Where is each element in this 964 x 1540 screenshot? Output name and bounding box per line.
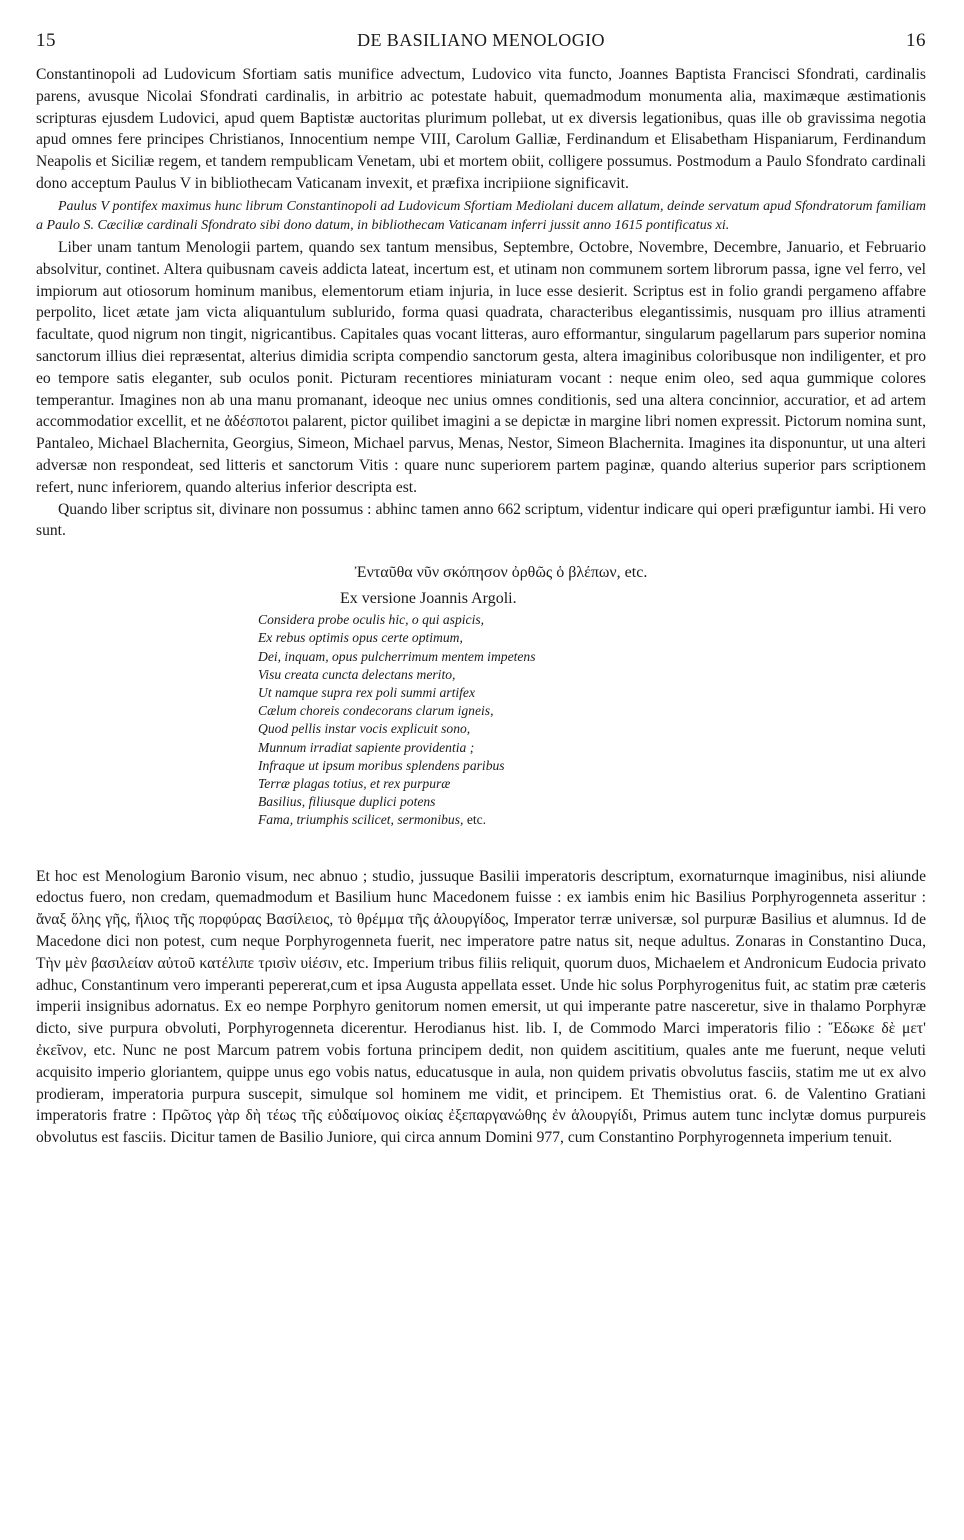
- running-title: DE BASILIANO MENOLOGIO: [357, 30, 605, 50]
- verse-line: Terræ plagas totius, et rex purpuræ: [258, 775, 451, 791]
- verse-line: Quod pellis instar vocis explicuit sono,: [258, 721, 471, 737]
- verse-etc: etc.: [463, 812, 487, 828]
- latin-verse-translation: [36, 611, 926, 829]
- verse-line: Ut namque supra rex poli summi artifex: [258, 684, 475, 700]
- paragraph-provenance: Constantinopoli ad Ludovicum Sfortiam satis munifice advectum, Ludovico vita functo, Joannes Baptista Francisci Sfondrati, cardinalis parens, avusque Nicolai Sfondrati cardinalis, in arbitrio ac potestate habuit, quemadmodum monumenta alia, maximæque æstimationis scripturas ejusdem Ludovici, apud quem Baptistæ auctoritas plurimum pollebat, ut ex diversis legationibus, quas ille ob gravissima negotia apud omnes fere principes Christianos, Innocentium nempe VIII, Carolum Galliæ, Ferdinandum et Elisabetham Hispaniarum, Ferdinandum Neapolis et Siciliæ regem, et tandem rempublicam Venetam, ubi et mortem obiit, colligere possumus. Postmodum a Paulo Sfondrato cardinali dono acceptum Paulus V in bibliothecam Vaticanam invexit, et præfixa incripiione significavit.: [36, 66, 926, 192]
- paragraph-description: Liber unam tantum Menologii partem, quando sex tantum mensibus, Septembre, Octobre, Novembre, Decembre, Januario, et Februario absolvitur, continet. Altera quibusnam caveis addicta lateat, incertum est, et utinam non communem sortem librorum passa, igne vel ferro, vel impiorum aut otiosorum hominum manibus, elementorum etiam injuria, in luce esse desierit. Scriptus est in folio grandi pergameno affabre perpolito, licet ætate jam victa aliquantulum sublurido, forma quasi quadrata, characteribus elegantissimis, nusquam pro illius atramenti facultate, quod nigrum non tingit, nigricantibus. Capitales quas vocant litteras, auro efformantur, singularum pagellarum pars superior nomina sanctorum illius diei repræsentat, alterius dimidia scripta compendio sanctorum gesta, altera imaginibus coloribusque non indiligenter, et pro eo tempore satis eleganter, sub oculos ponit. Picturam recentiores miniaturam vocant : neque enim oleo, sed aqua gummique colores temperantur. Imagines non ab una manu promanant, ideoque nec unius omnes conditionis, sed una altera concinnior, accuratior, et ad artem accommodatior excellit, et ne ἀδέσποτοι palarent, pictor quilibet imagini a se depictæ in margine libri nomen expressit. Pictorum nomina sunt, Pantaleo, Michael Blachernita, Georgius, Simeon, Michael parvus, Menas, Nestor, Simeon Blachernita. Imagines ita disponuntur, ut una alteri adversæ non respondeat, sed litteris et sanctorum Vitis : quare nunc superiorem partem paginæ, quando alterius superior pars scriptionem refert, nunc inferiorem, quando alterius inferior descripta est.: [36, 238, 926, 496]
- verse-line: Ex rebus optimis opus certe optimum,: [258, 630, 463, 646]
- verse-line: Dei, inquam, opus pulcherrimum mentem impetens: [258, 648, 536, 664]
- verse-line: Visu creata cuncta delectans merito,: [258, 666, 456, 682]
- page-number-left: 15: [36, 30, 56, 51]
- verse-line: Infraque ut ipsum moribus splendens paribus: [258, 757, 505, 773]
- verse-line: Considera probe oculis hic, o qui aspicis,: [258, 612, 485, 628]
- paragraph-argument: Et hoc est Menologium Baronio visum, nec abnuo ; studio, jussuque Basilii imperatoris descriptum, exornaturnque imaginibus, nisi aliunde edoctus fuero, non credam, quemadmodum et Basilium hunc Macedonem fuisse : ex iambis enim hic Basilius Porphyrogenneta asseritur : ἄναξ ὅλης γῆς, ἥλιος τῆς πορφύρας Βασίλειος, τὸ θρέμμα τῆς ἁλουργίδος, Imperator terræ universæ, sol purpuræ Basilius et alumnus. Id de Macedone dici non potest, cum neque Porphyrogenneta fuerit, nec imperatore patre natus sit, neque adultus. Zonaras in Constantino Duca, Τὴν μὲν βασιλείαν αὐτοῦ κατέλιπε τρισὶν υἱέσιν, etc. Imperium tribus filiis reliquit, quorum duos, Michaelem et Andronicum Eudocia privato adhuc, Constantinum vero imperanti pepererat,cum et ipsa Augusta appellata esset. Unde hic solus Porphyrogenitus fuit, ac statim præ cæteris imperii insignibus adornatus. Ex eo nempe Porphyro genitorum nomen emersit, ut qui imperante patre nasceretur, sive in thalamo Porphyræ dicto, sive purpura obvoluti, Porphyrogenneta dicerentur. Herodianus hist. lib. I, de Commodo Marci imperatoris filio : Ἔδωκε δὲ μετ' ἐκεῖνον, etc. Nunc ne post Marcum patrem vobis fortuna principem dedit, non quidem ascititium, quales ante me fuerunt, neque veluti acquisito imperio gloriantem, quippe unus ego vobis natus, educatusque in aula, non quidem privatis obvolutus fasciis, statim me ut ex alvo prodieram, imperatoria purpura suscepit, simulque sol hominem me vidit, et principem. Et Themistius orat. 6. de Valentino Gratiani imperatoris fratre : Πρῶτος γὰρ δὴ τέως τῆς εὐδαίμονος οἰκίας ἐξεπαργανώθης ἐν ἁλουργίδι, Primus autem tunc inclytæ domus purpureis obvolutus est fasciis. Dicitur tamen de Basilio Juniore, qui circa annum Domini 977, cum Constantino Porphyrogenneta imperium tenuit.: [36, 867, 926, 1147]
- inscription-note: Paulus V pontifex maximus hunc librum Constantinopoli ad Ludovicum Sfortiam Mediolani ducem allatum, deinde servatum apud Sfondratorum familiam a Paulo S. Cæciliæ cardinali Sfondrato sibi dono datum, in bibliothecam Vaticanam inferri jussit anno 1615 pontificatus xi.: [36, 198, 926, 234]
- verse-line-text: Fama, triumphis scilicet, sermonibus,: [258, 812, 464, 828]
- verse-line: [258, 811, 926, 829]
- verse-line: Cælum choreis condecorans clarum igneis,: [258, 703, 494, 719]
- paragraph-dating: Quando liber scriptus sit, divinare non possumus : abhinc tamen anno 662 scriptum, videntur indicare qui operi præfiguntur iambi. Hi vero sunt.: [36, 500, 926, 540]
- version-heading: Ex versione Joannis Argoli.: [340, 590, 517, 608]
- verse-line: Munnum irradiat sapiente providentia ;: [258, 739, 475, 755]
- verse-line: Basilius, filiusque duplici potens: [258, 794, 436, 810]
- document-page: [36, 30, 926, 1149]
- page-number-right: 16: [906, 30, 926, 51]
- running-header: [36, 30, 926, 64]
- greek-iambic-line: Ἐνταῦθα νῦν σκόπησον ὀρθῶς ὁ βλέπων, etc.: [354, 564, 648, 582]
- section-gap: [36, 830, 926, 866]
